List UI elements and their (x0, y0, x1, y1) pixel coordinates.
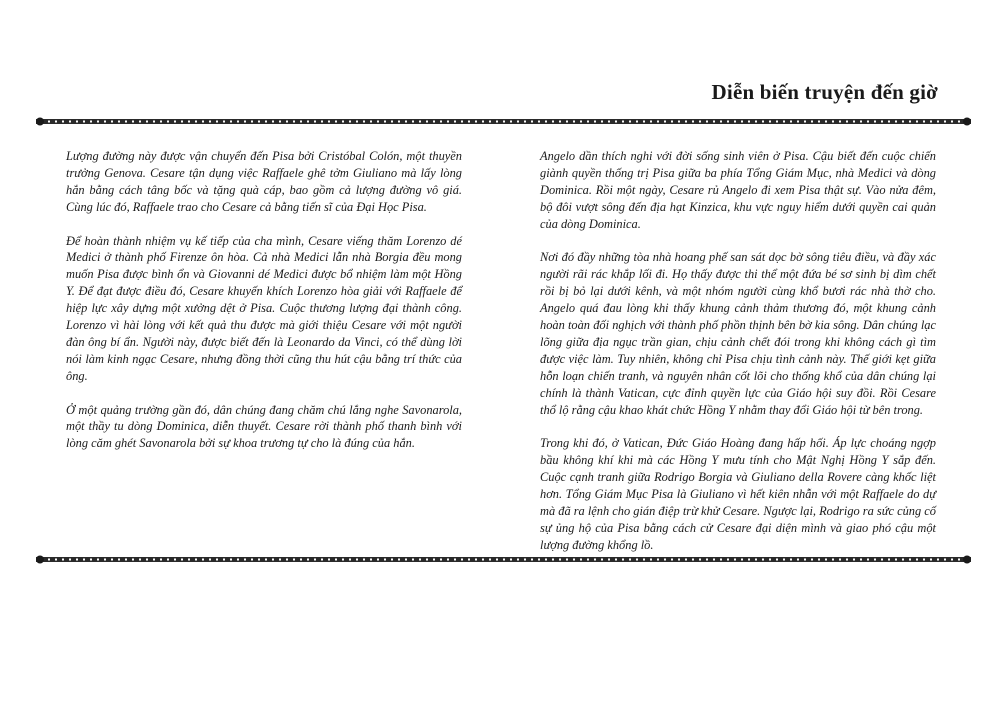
paragraph: Angelo dần thích nghi với đời sống sinh viên ở Pisa. Cậu biết đến cuộc chiến giành quyền thống trị Pisa giữa ba phía Tổng Giám Mục, nhà Medici và dòng Dominica. Rồi một ngày, Cesare rủ Angelo đi xem Pisa thật sự. Vào nửa đêm, bộ đôi vượt sông đến địa hạt Kinzica, khu vực nguy hiểm dưới quyền cai quản của dòng Dominica. (540, 149, 936, 231)
paragraph: Nơi đó đầy những tòa nhà hoang phế san sát dọc bờ sông tiêu điều, và đầy xác người rãi rác khắp lối đi. Họ thấy được thi thể một đứa bé sơ sinh bị dìm chết rồi bị bỏ lại dưới kênh, và một nhóm người cùng khổ bươi rác nhà thờ cho. Angelo quá đau lòng khi thấy khung cảnh thảm thương đó, một khung cảnh hoàn toàn đối nghịch với thành phố phồn thịnh bên bờ kia sông. Dân chúng lạc lõng giữa địa ngục trần gian, chịu cảnh chết đói trong khi không cách gì tìm được việc làm. Tuy nhiên, không chỉ Pisa chịu tình cảnh này. Thế giới kẹt giữa hỗn loạn chiến tranh, và nguyên nhân cốt lõi cho thống khổ của dân chúng lại chính là thành Vatican, cực đỉnh quyền lực của Giáo hội suy đồi. Rồi Cesare thổ lộ rằng cậu khao khát chức Hồng Y nhằm thay đổi Giáo hội từ bên trong. (540, 250, 936, 417)
paragraph: Lượng đường này được vận chuyển đến Pisa bởi Cristóbal Colón, một thuyền trưởng Genova. Cesare tận dụng việc Raffaele ghê tởm Giuliano mà lấy lòng hắn bằng cách tâng bốc và tặng quà cáp, bao gồm cả lượng đường vô giá. Cùng lúc đó, Raffaele trao cho Cesare cả bằng tiến sĩ của Đại Học Pisa. (66, 149, 462, 214)
decorative-border-top (36, 117, 971, 126)
paragraph: Trong khi đó, ở Vatican, Đức Giáo Hoàng đang hấp hối. Áp lực choáng ngợp bầu không khí khi mà các Hồng Y mưu tính cho Mật Nghị Hồng Y sắp đến. Cuộc cạnh tranh giữa Rodrigo Borgia và Giuliano della Rovere càng khốc liệt hơn. Tổng Giám Mục Pisa là Giuliano vì hết kiên nhẫn với một Raffaele do dự mà đã ra lệnh cho gián điệp trừ khử Cesare. Ngược lại, Rodrigo ra sức củng cố sự ủng hộ của Pisa bằng cách cử Cesare đại diện mình và giao phó cậu một lượng đường khổng lồ. (540, 436, 936, 552)
paragraph: Để hoàn thành nhiệm vụ kế tiếp của cha mình, Cesare viếng thăm Lorenzo dé Medici ở thành phố Firenze ôn hòa. Cả nhà Medici lẫn nhà Borgia đều mong muốn Pisa được bình ổn và Giovanni dé Medici được bổ nhiệm làm một Hồng Y. Để đạt được điều đó, Cesare khuyến khích Lorenzo hòa giải với Raffaele để hiệp lực xây dựng một xưởng dệt ở Pisa. Cuộc thương lượng đại thành công. Lorenzo vì hài lòng với kết quả thu được mà giới thiệu Cesare với một người đàn ông bí ẩn. Người này, được biết đến là Leonardo da Vinci, có thể dùng lời nói làm kinh ngạc Cesare, nhưng đồng thời cũng thu hút cậu bằng trí thức của ông. (66, 233, 462, 383)
page-title: Diễn biến truyện đến giờ (711, 80, 938, 104)
story-column-left (66, 148, 462, 469)
paragraph: Ở một quảng trường gần đó, dân chúng đang chăm chú lắng nghe Savonarola, một thầy tu dòng Dominica, diễn thuyết. Cesare rời thành phố thanh bình với lòng căm ghét Savonarola bởi sự khoa trương tự cho là đúng của hắn. (66, 402, 462, 451)
story-column-right (540, 148, 936, 571)
decorative-border-bottom (36, 555, 971, 564)
